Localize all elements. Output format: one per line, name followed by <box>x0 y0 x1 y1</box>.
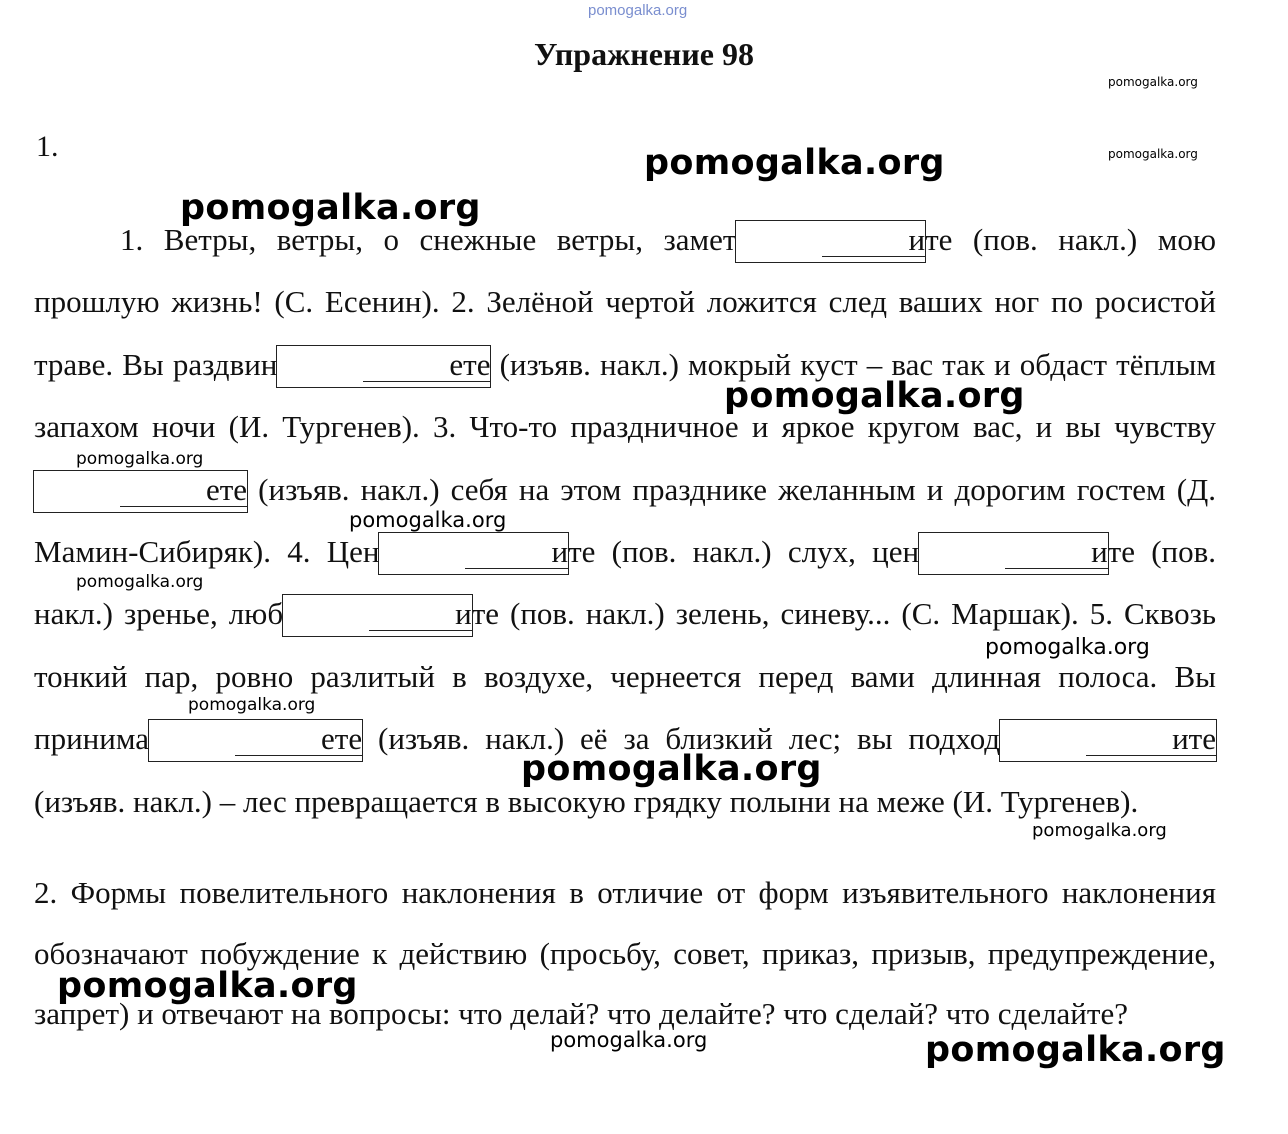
ending-marker: ете <box>34 474 247 507</box>
watermark: pomogalka.org <box>180 188 481 228</box>
ending-marker: и <box>283 598 472 631</box>
watermark: pomogalka.org <box>644 143 945 183</box>
watermark-top-link[interactable]: pomogalka.org <box>588 2 688 19</box>
watermark: pomogalka.org <box>1108 75 1198 89</box>
watermark: pomogalka.org <box>521 749 822 789</box>
watermark: pomogalka.org <box>550 1028 708 1052</box>
watermark: pomogalka.org <box>349 508 507 532</box>
section-number: 1. <box>36 130 59 163</box>
ending-marker: ите <box>1000 723 1216 756</box>
ending-marker: и <box>919 536 1108 569</box>
watermark: pomogalka.org <box>188 695 316 715</box>
watermark: pomogalka.org <box>1032 820 1167 841</box>
ending-marker: ете <box>149 723 362 756</box>
page-title: Упражнение 98 <box>533 36 754 72</box>
watermark: pomogalka.org <box>76 449 204 469</box>
exercise-text: 1. Ветры, ветры, о снежные ветры, замет ите (пов. накл.) мою прошлую жизнь! (С. Есенин). 2. Зелёной чертой ложится след ваших ног по росистой траве. Вы раздвин ете (изъяв. накл.) мокрый куст – вас так и обдаст тёплым запахом ночи (И. Тургенев). 3. Что-то праздничное и яркое кругом вас, и вы чувствуете (изъяв. накл.) себя на этом празднике желанным и дорогим гостем (Д. Мамин-Сибиряк). 4. Цен ите (пов. накл.) слух, цен ите (пов. накл.) зренье, люб ите (пов. накл.) зелень, синеву... (С. Маршак). 5. Сквозь тонкий пар, ровно разлитый в воздухе, чернеется перед вами длинная полоса. Вы принима ете (изъяв. накл.) её за близкий лес; вы подход ите (изъяв. накл.) – лес превращается в высокую грядку полыни на меже (И. Тургенев). <box>34 222 1217 819</box>
watermark: pomogalka.org <box>76 572 204 592</box>
watermark: pomogalka.org <box>925 1030 1226 1070</box>
watermark: pomogalka.org <box>724 376 1025 416</box>
ending-marker: и <box>736 224 925 257</box>
watermark: pomogalka.org <box>57 966 358 1006</box>
watermark: pomogalka.org <box>985 635 1150 660</box>
ending-marker: ете <box>277 349 490 382</box>
ending-marker: и <box>379 536 568 569</box>
explanation-text: 2. Формы повелительного наклонения в отличие от форм изъявительного наклонения обозначают побуждение к действию (просьбу, совет, приказ, призыв, предупреждение, запрет) и отвечают на вопросы: что делай? что делайте? что сделай? что сделайте? <box>34 875 1216 1032</box>
watermark: pomogalka.org <box>1108 147 1198 161</box>
